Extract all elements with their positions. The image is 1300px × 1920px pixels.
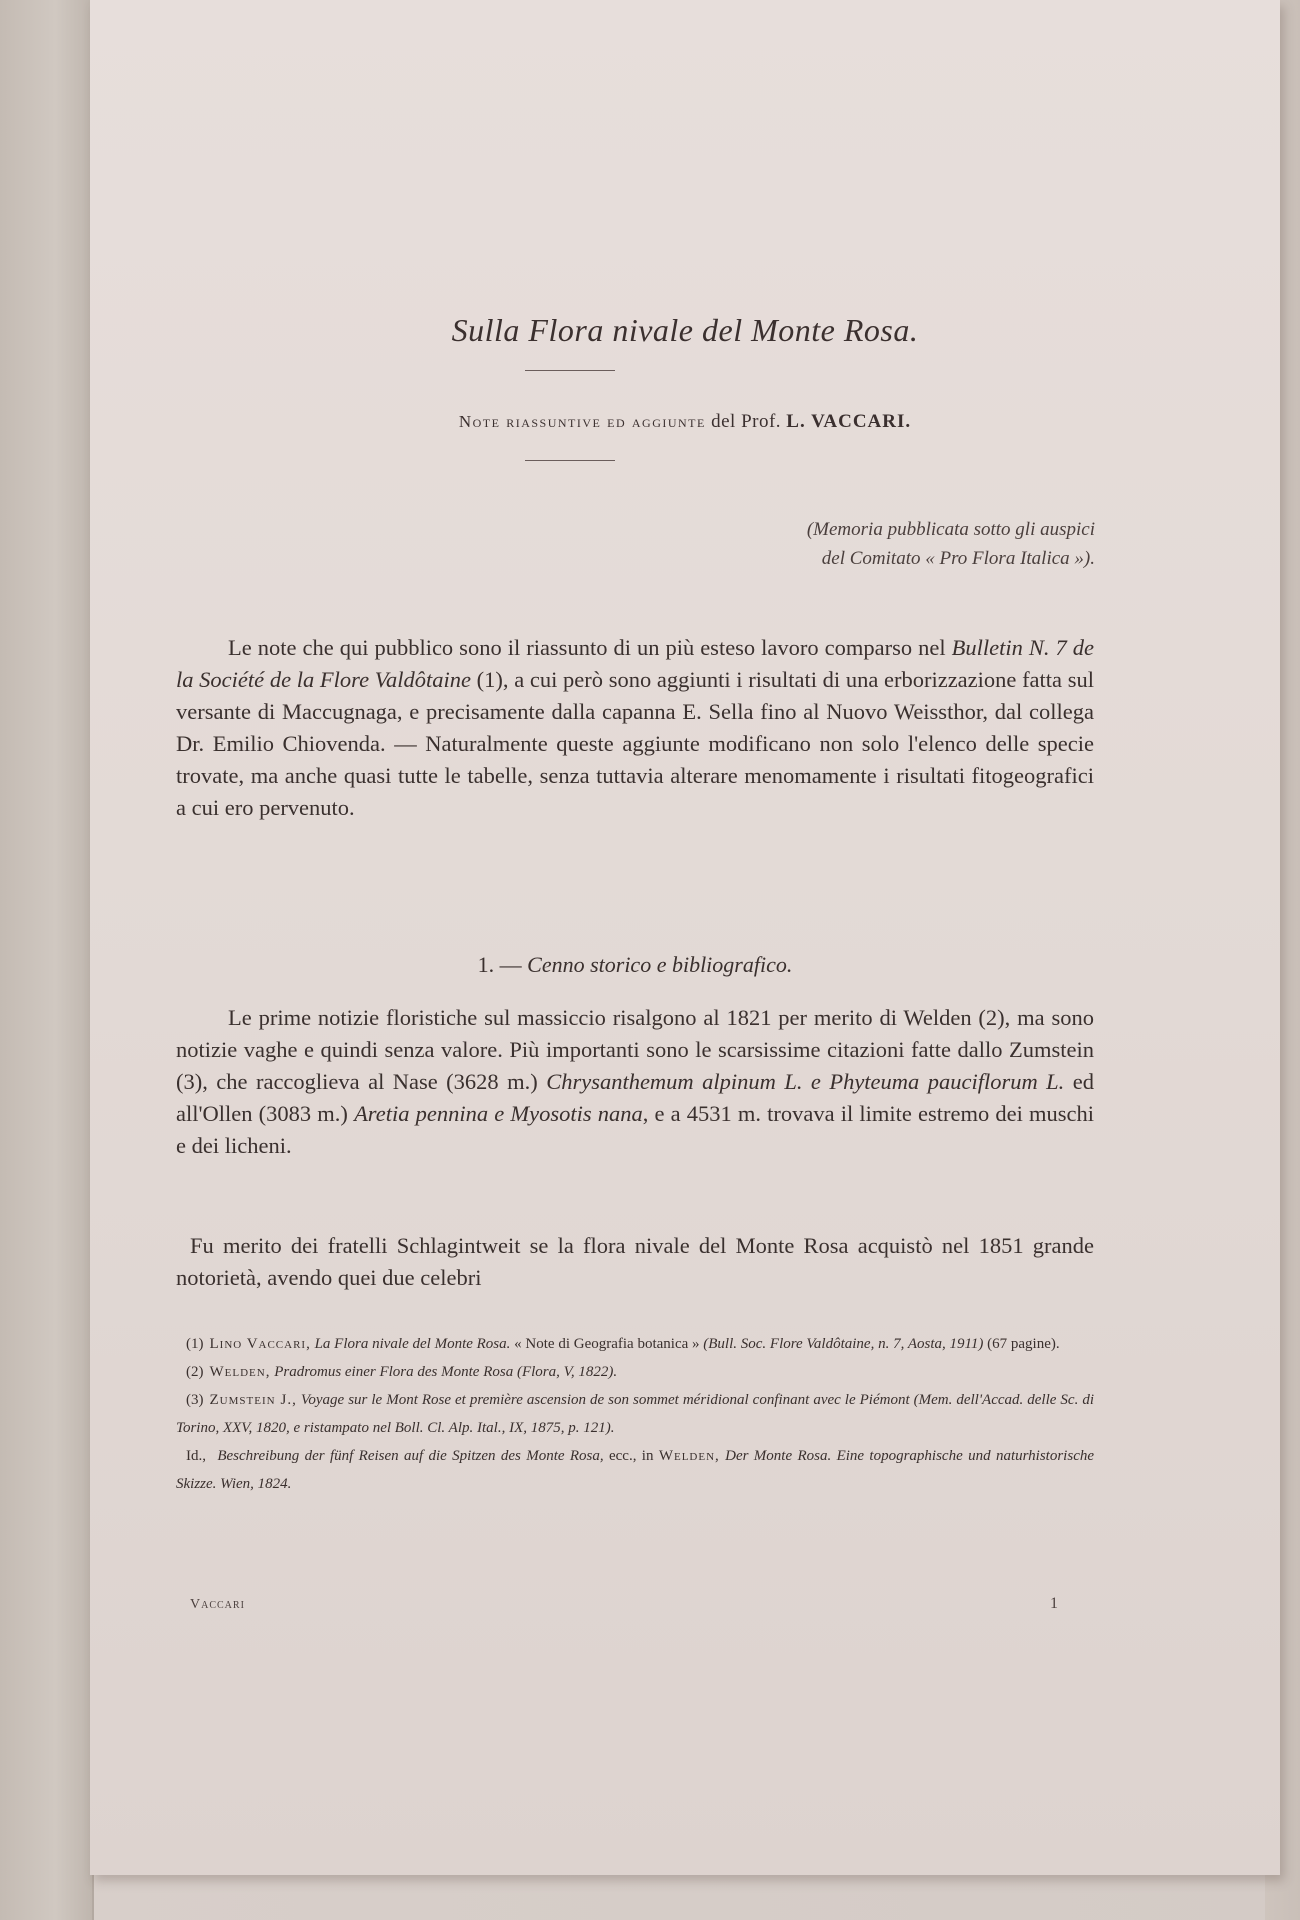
document-page bbox=[90, 0, 1280, 1875]
footnote-2 bbox=[176, 1358, 1094, 1386]
footnote-4-rest: Der Monte Rosa. Eine topographische und naturhistorische Skizze. Wien, 1824. bbox=[176, 1448, 1095, 1492]
p1-bulletin-ref: Bulletin N. 7 de la Société de la Flore Valdôtaine bbox=[176, 635, 1094, 692]
footnotes bbox=[176, 1330, 1094, 1498]
footer-signature: Vaccari bbox=[190, 1597, 245, 1612]
footnote-2-title: Pradromus einer Flora des Monte Rosa bbox=[270, 1364, 514, 1380]
p2-text-e: , e a 4531 m. trovava il limite estremo dei muschi e dei licheni. bbox=[176, 1101, 1094, 1158]
p2-species-1: Chrysanthemum alpinum L. e Phyteuma pauciflorum L. bbox=[546, 1069, 1065, 1094]
footnote-4-id: Id., bbox=[186, 1448, 206, 1464]
footnote-3-author: Zumstein J., bbox=[209, 1392, 297, 1408]
subtitle-smallcaps: Note riassuntive ed aggiunte bbox=[458, 412, 706, 431]
section-title: Cenno storico e bibliografico. bbox=[527, 952, 793, 977]
section-number: 1. — bbox=[477, 952, 528, 977]
footnote-1-num: (1) bbox=[186, 1336, 204, 1352]
p1-text-c: (1), a cui però sono aggiunti i risultati di una erborizzazione fatta sul versante di Maccugnaga, e precisamente dalla capanna E. Sella fino al Nuovo Weissthor, dal collega Dr. Emilio Chiovenda. — Naturalmente queste aggiunte modificano non solo l'elenco delle specie trovate, ma anche quasi tutte le tabelle, senza tuttavia alterare menomamente i risultati fitogeografici a cui ero pervenuto. bbox=[176, 667, 1094, 820]
footnote-3-rest: (Mem. dell'Accad. delle Sc. di Torino, XXV, 1820, e ristampato nel Boll. Cl. Alp. Ital., IX, 1875, p. 121). bbox=[176, 1392, 1094, 1436]
title-divider bbox=[525, 370, 615, 371]
p2-species-2: Aretia pennina e Myosotis nana bbox=[354, 1101, 643, 1126]
footnote-1-source: (Bull. Soc. Flore Valdôtaine, n. 7, Aosta, 1911) bbox=[703, 1336, 984, 1352]
paragraph-history bbox=[176, 1002, 1094, 1162]
p2-text-a: Le prime notizie floristiche sul massiccio risalgono al 1821 per merito di Welden (2), ma sono notizie vaghe e quindi senza valore. Più importanti sono le scarsissime citazioni fatte dallo Zumstein (3), che raccoglieva al Nase (3628 m.) bbox=[176, 1005, 1094, 1094]
footnote-1-pages: (67 pagine). bbox=[983, 1336, 1060, 1352]
footnote-1-author: Lino Vaccari, bbox=[209, 1336, 311, 1352]
document-title: Sulla Flora nivale del Monte Rosa. bbox=[451, 312, 919, 348]
footnote-4-author: Welden, bbox=[658, 1448, 720, 1464]
footnote-2-author: Welden, bbox=[209, 1364, 271, 1380]
footnote-4-mid: ecc., in bbox=[603, 1448, 659, 1464]
left-page-edge bbox=[0, 0, 94, 1920]
footnote-4-title: Beschreibung der fünf Reisen auf die Spitzen des Monte Rosa, bbox=[212, 1448, 604, 1464]
footnote-1-rest: « Note di Geografia botanica » bbox=[510, 1336, 704, 1352]
footnote-4 bbox=[176, 1442, 1094, 1498]
subtitle-divider bbox=[525, 460, 615, 461]
paragraph-intro bbox=[176, 632, 1094, 824]
footnote-3 bbox=[176, 1386, 1094, 1442]
paragraph-schlagintweit: Fu merito dei fratelli Schlagintweit se la flora nivale del Monte Rosa acquistò nel 1851 grande notorietà, avendo quei due celebri bbox=[176, 1233, 1094, 1290]
footnote-1 bbox=[176, 1330, 1094, 1358]
footnote-1-title: La Flora nivale del Monte Rosa. bbox=[310, 1336, 511, 1352]
memoria-line-1: (Memoria pubblicata sotto gli auspici bbox=[806, 519, 1095, 540]
p1-text-a: Le note che qui pubblico sono il riassunto di un più esteso lavoro comparso nel bbox=[228, 635, 952, 660]
document-subtitle bbox=[90, 411, 1280, 433]
footnote-2-num: (2) bbox=[186, 1364, 204, 1380]
page-number: 1 bbox=[1050, 1595, 1058, 1612]
memoria-note bbox=[580, 515, 1095, 573]
author-name: L. VACCARI. bbox=[786, 411, 912, 432]
footnote-2-rest: (Flora, V, 1822). bbox=[513, 1364, 618, 1380]
section-heading bbox=[90, 952, 1180, 978]
footnote-3-title: Voyage sur le Mont Rose et première ascension de son sommet méridional confinant avec le Piémont bbox=[296, 1392, 910, 1408]
memoria-line-2: del Comitato « Pro Flora Italica »). bbox=[821, 548, 1095, 569]
footnote-3-num: (3) bbox=[186, 1392, 204, 1408]
subtitle-mid: del Prof. bbox=[705, 411, 787, 432]
p2-text-c: ed all'Ollen (3083 m.) bbox=[176, 1069, 1094, 1126]
